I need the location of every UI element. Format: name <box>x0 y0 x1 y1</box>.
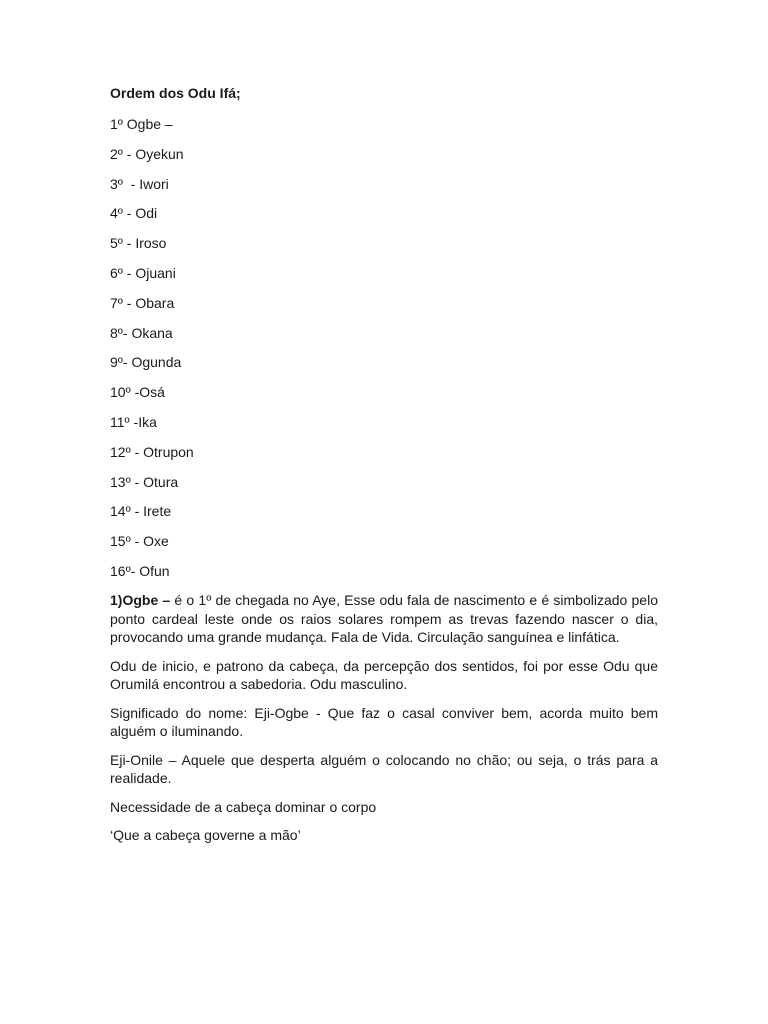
list-item: 5º - Iroso <box>110 235 167 252</box>
list-item: 7º - Obara <box>110 294 175 311</box>
document-title: Ordem dos Odu Ifá; <box>110 85 241 101</box>
list-item: 14º - Irete <box>110 503 172 520</box>
list-item: 6º - Ojuani <box>110 264 176 281</box>
paragraph-necessity: Necessidade de a cabeça dominar o corpo <box>110 798 377 815</box>
list-item: 3º - Iwori <box>110 175 169 192</box>
paragraph-name-meaning: Significado do nome: Eji-Ogbe - Que faz o casal conviver bem, acorda muito bem alguém o iluminando. <box>110 704 658 739</box>
list-item: 4º - Odi <box>110 205 158 222</box>
ogbe-heading: 1)Ogbe – <box>110 592 171 608</box>
paragraph-quote: ‘Que a cabeça governe a mão’ <box>110 827 301 843</box>
odu-list <box>110 116 194 593</box>
list-item: 10º -Osá <box>110 384 165 401</box>
ogbe-intro-paragraph <box>110 591 658 647</box>
list-item: 11º -Ika <box>110 413 157 430</box>
list-item: 15º - Oxe <box>110 533 169 550</box>
list-item: 2º - Oyekun <box>110 145 184 162</box>
list-item: 13º - Otura <box>110 473 179 490</box>
paragraph-eji-onile: Eji-Onile – Aquele que desperta alguém o colocando no chão; ou seja, o trás para a realidade. <box>110 751 658 786</box>
list-item: 16º- Ofun <box>110 562 170 579</box>
ogbe-section <box>110 591 658 855</box>
ogbe-intro-text: é o 1º de chegada no Aye, Esse odu fala de nascimento e é simbolizado pelo ponto cardeal leste onde os raios solares rompem as trevas fazendo nascer o dia, provocando uma grande mudança. Fala de Vida. Circulação sanguínea e linfática. <box>110 592 658 645</box>
list-item: 12º - Otrupon <box>110 443 194 460</box>
list-item: 8º- Okana <box>110 324 173 341</box>
paragraph-origin: Odu de inicio, e patrono da cabeça, da percepção dos sentidos, foi por esse Odu que Orumilá encontrou a sabedoria. Odu masculino. <box>110 657 658 692</box>
list-item: 9º- Ogunda <box>110 354 182 371</box>
list-item: 1º Ogbe – <box>110 116 173 132</box>
